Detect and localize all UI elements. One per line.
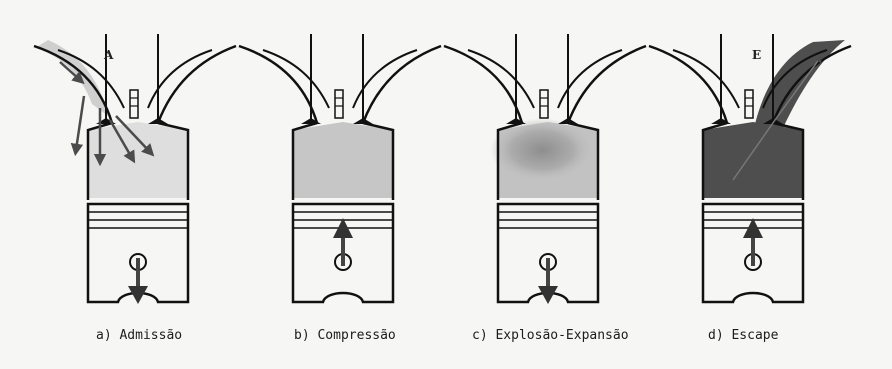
intake-port-inner [673,50,739,108]
spark-plug-icon [540,90,548,118]
exhaust-port [158,46,236,123]
exhaust-gas [755,40,845,128]
caption-compressao: b) Compressão [294,328,396,343]
down-arrow-icon [538,286,558,304]
caption-admissao: a) Admissão [96,328,183,343]
intake-marker: A [104,48,114,62]
intake-valve-head [301,118,321,124]
cylinder-a [34,34,236,304]
down-arrow-icon [128,286,148,304]
exhaust-valve-head [148,118,168,124]
intake-flow-arrow [76,96,84,150]
cylinder-c [444,34,646,304]
exhaust-port [363,46,441,123]
intake-port [444,46,522,123]
caption-escape: d) Escape [708,328,779,343]
spark-plug-icon [130,90,138,118]
chamber-gas [703,122,803,198]
intake-port [239,46,317,123]
spark-plug-icon [335,90,343,118]
spark-plug-icon [745,90,753,118]
cylinder-b [239,34,441,302]
caption-explosao-expansao: c) Explosão-Expansão [472,328,629,343]
chamber-gas [293,122,393,198]
chamber-gas [88,122,188,198]
intake-port [649,46,727,123]
exhaust-port [568,46,646,123]
intake-port-inner [263,50,329,108]
cylinder-d [649,34,851,302]
intake-valve-head [711,118,731,124]
intake-port-inner [468,50,534,108]
exhaust-valve-head [353,118,373,124]
exhaust-marker: E [752,48,762,62]
